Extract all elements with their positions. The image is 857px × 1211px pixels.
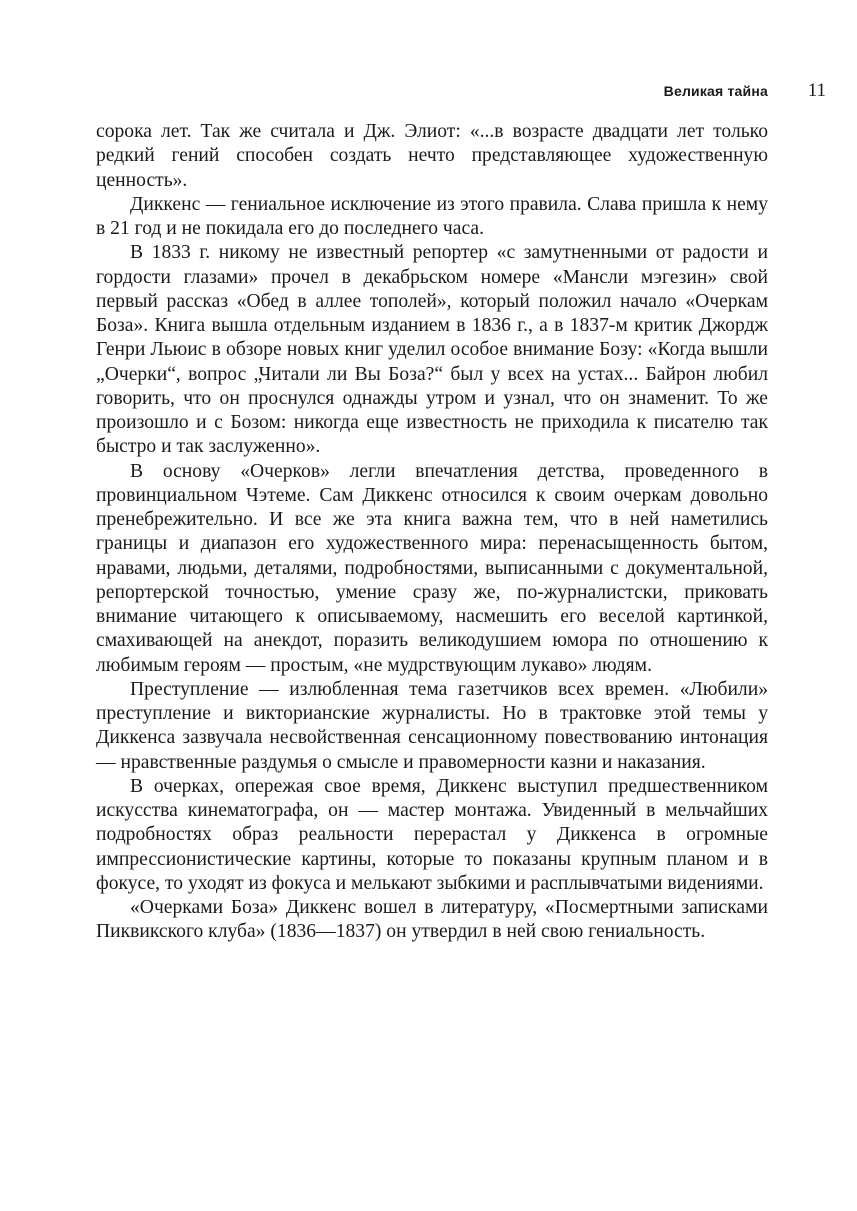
paragraph: В очерках, опережая свое время, Диккенс выступил предшественником искусства кинематографа, он — мастер монтажа. Увиденный в мельчайших подробностях образ реальности перерастал у Диккенса в огромные импрессионистические картины, которые то показаны крупным планом и в фокусе, то уходят из фокуса и мелькают зыбкими и расплывчатыми видениями. — [96, 775, 768, 894]
body-text — [96, 120, 768, 945]
page-number: 11 — [807, 80, 826, 101]
running-title: Великая тайна — [663, 83, 768, 99]
paragraph: В 1833 г. никому не известный репортер «с замутненными от радости и гордости глазами» прочел в декабрьском номере «Мансли мэгезин» свой первый рассказ «Обед в аллее тополей», который положил начало «Очеркам Боза». Книга вышла отдельным изданием в 1836 г., а в 1837-м критик Джордж Генри Льюис в обзоре новых книг уделил особое внимание Бозу: «Когда вышли „Очерки“, вопрос „Читали ли Вы Боза?“ был у всех на устах... Байрон любил говорить, что он проснулся однажды утром и узнал, что он знаменит. То же произошло и с Бозом: никогда еще известность не приходила к писателю так быстро и так заслуженно». — [96, 242, 768, 458]
running-head — [96, 80, 826, 104]
paragraph: сорока лет. Так же считала и Дж. Элиот: «...в возрасте двадцати лет только редкий гений способен создать нечто представляющее художественную ценность». — [96, 121, 768, 191]
paragraph: Диккенс — гениальное исключение из этого правила. Слава пришла к нему в 21 год и не покидала его до последнего часа. — [96, 193, 768, 239]
paragraph: Преступление — излюбленная тема газетчиков всех времен. «Любили» преступление и викторианские журналисты. Но в трактовке этой темы у Диккенса зазвучала несвойственная сенсационному повествованию интонация — нравственные раздумья о смысле и правомерности казни и наказания. — [96, 678, 768, 773]
paragraph: В основу «Очерков» легли впечатления детства, проведенного в провинциальном Чэтеме. Сам Диккенс относился к своим очеркам довольно пренебрежительно. И все же эта книга важна тем, что в ней наметились границы и диапазон его художественного мира: перенасыщенность бытом, нравами, людьми, деталями, подробностями, выписанными с документальной, репортерской точностью, умение сразу же, по-журналистски, приковать внимание читающего к описываемому, насмешить его веселой картинкой, смахивающей на анекдот, поразить великодушием юмора по отношению к любимым героям — простым, «не мудрствующим лукаво» людям. — [96, 460, 768, 676]
paragraph: «Очерками Боза» Диккенс вошел в литературу, «Посмертными записками Пиквикского клуба» (1836—1837) он утвердил в ней свою гениальность. — [96, 897, 768, 943]
